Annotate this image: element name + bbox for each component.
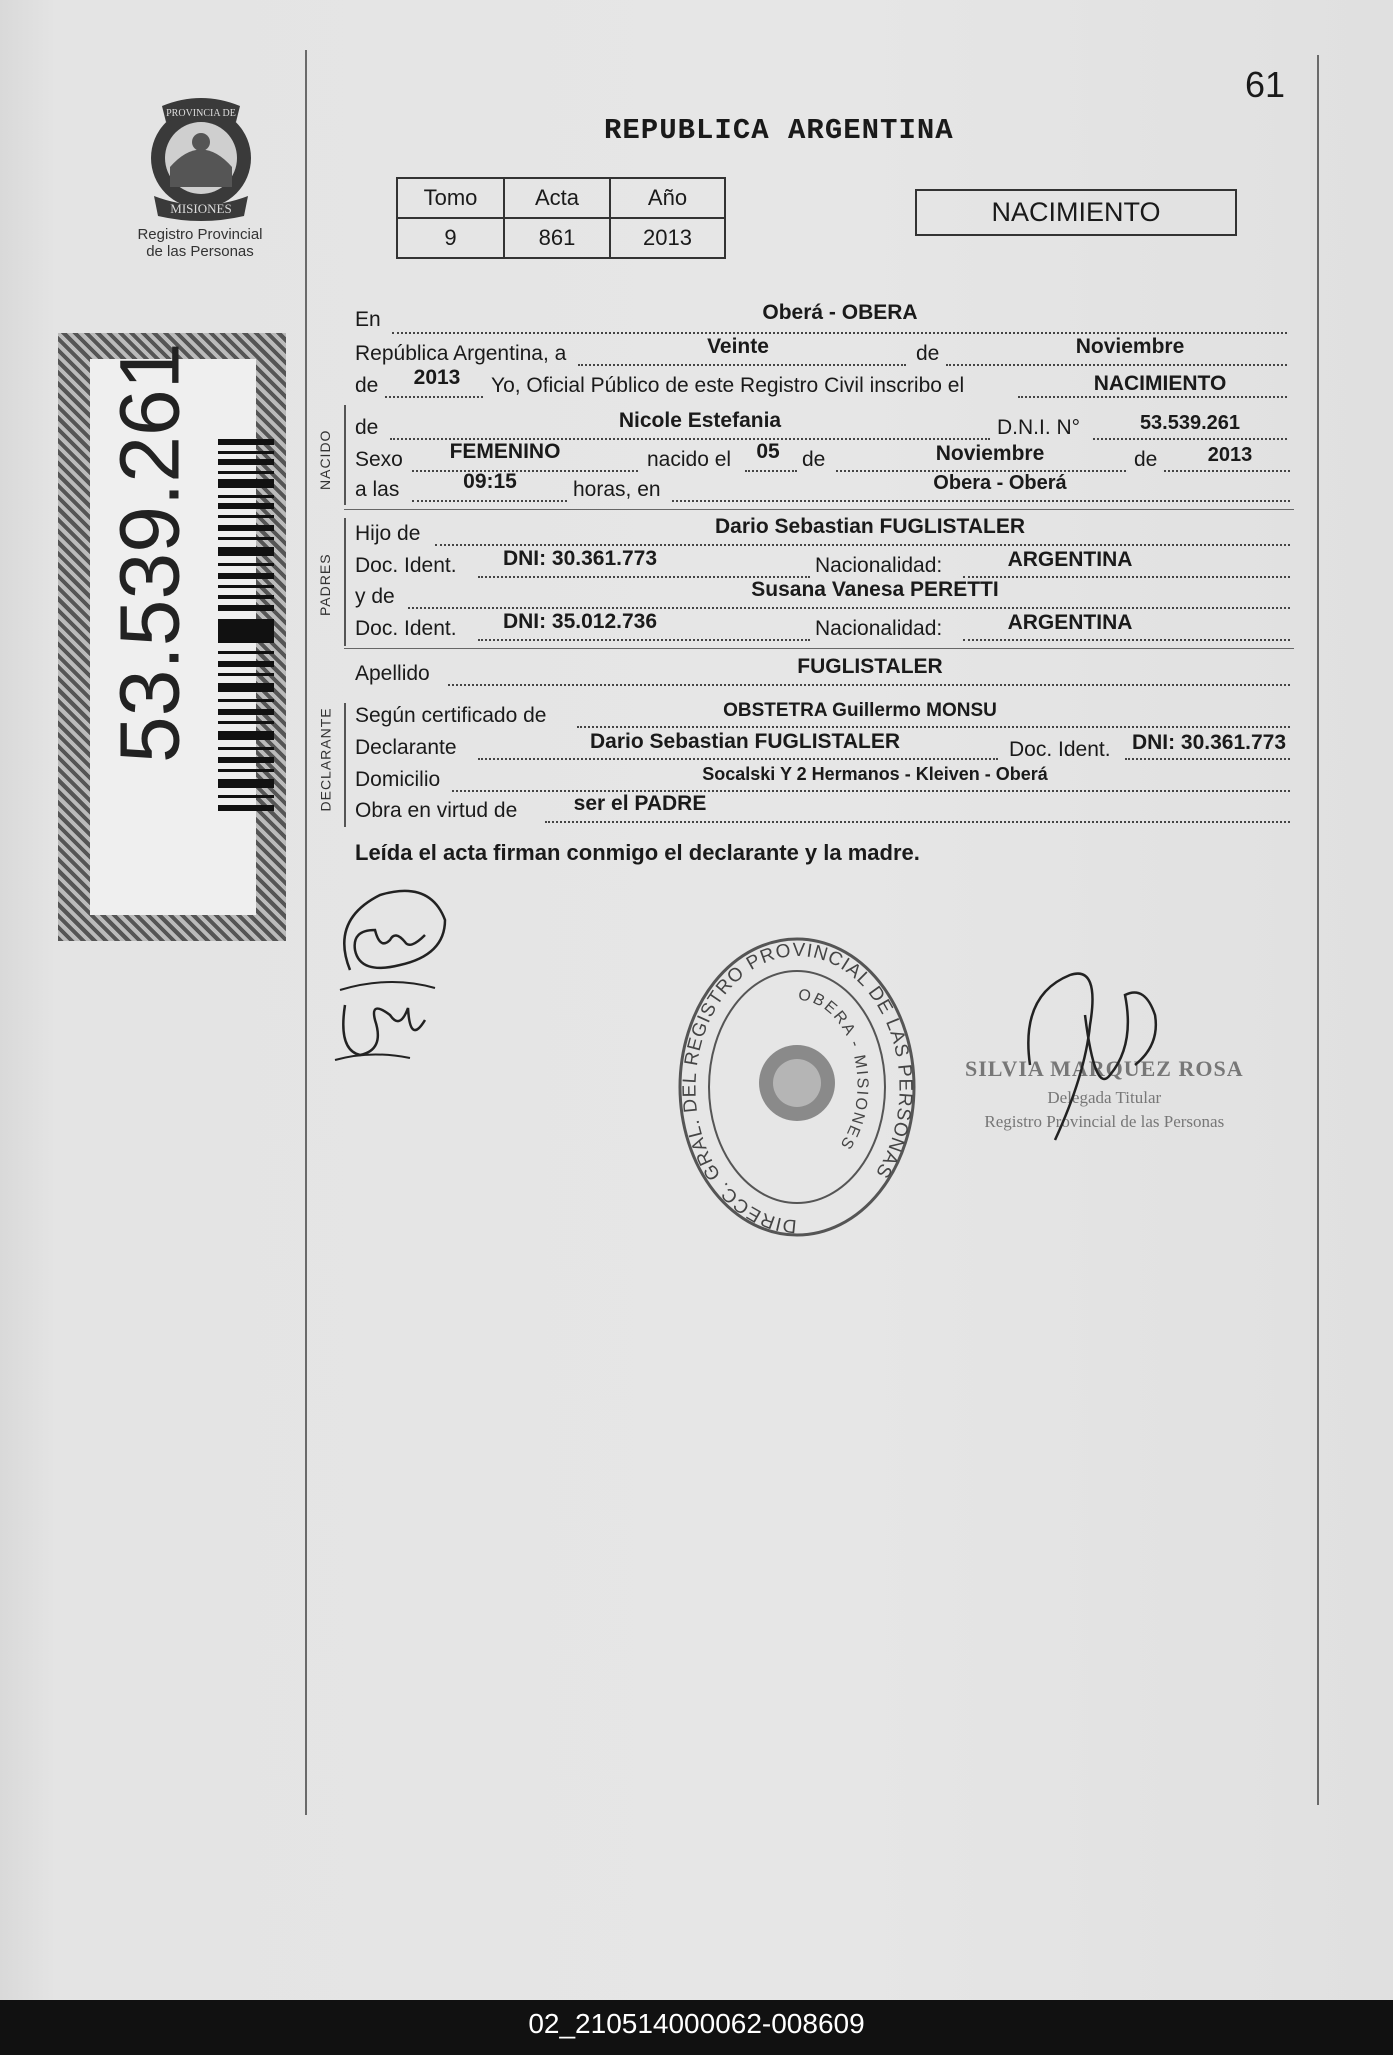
document-id: 02_210514000062-008609 <box>528 2008 865 2039</box>
inscribo-label: Yo, Oficial Público de este Registro Civil inscribo el <box>491 374 965 397</box>
padres-section-label: PADRES <box>317 553 333 616</box>
logo-caption-line-2: de las Personas <box>146 243 254 260</box>
seal-inner-text: OBERA - MISIONES <box>796 986 871 1154</box>
doc-label-2: Doc. Ident. <box>355 617 457 640</box>
father-name-value: Dario Sebastian FUGLISTALER <box>715 515 1025 538</box>
right-margin-line <box>1317 55 1319 1805</box>
surname-value: FUGLISTALER <box>797 655 943 678</box>
domicilio-label: Domicilio <box>355 768 441 791</box>
province-crest-icon <box>140 92 262 222</box>
capacity-value: ser el PADRE <box>573 792 707 815</box>
apellido-label: Apellido <box>355 662 430 685</box>
nacido-el-label: nacido el <box>647 448 732 471</box>
father-doc-value: DNI: 30.361.773 <box>502 547 658 570</box>
seal-outer-text: DIRECC. GRAL. DEL REGISTRO PROVINCIAL DE LAS PERSONAS <box>679 939 916 1237</box>
en-label: En <box>355 308 381 331</box>
birth-month-value: Noviembre <box>935 442 1045 465</box>
official-role: Delegada Titular <box>1047 1088 1162 1107</box>
anio-value: 2013 <box>610 218 725 258</box>
decl-doc-label: Doc. Ident. <box>1009 738 1111 761</box>
nac-label-2: Nacionalidad: <box>815 617 943 640</box>
declarant-name-value: Dario Sebastian FUGLISTALER <box>590 730 900 753</box>
republica-label: República Argentina, a <box>355 342 567 365</box>
official-signature-icon <box>1015 955 1165 1145</box>
birth-day-value: 05 <box>756 440 780 463</box>
nac-de-label: de <box>802 448 826 471</box>
certificate-value: OBSTETRA Guillermo MONSU <box>723 700 997 721</box>
closing-statement: Leída el acta firman conmigo el declarante y la madre. <box>355 840 920 865</box>
birth-time-value: 09:15 <box>463 470 517 493</box>
nacido-section-label: NACIDO <box>317 429 333 490</box>
page-number: 61 <box>1245 64 1286 105</box>
official-seal-icon <box>675 935 920 1240</box>
child-dni-value: 53.539.261 <box>1139 412 1241 434</box>
declarant-signature-icon <box>330 880 470 1065</box>
day-value: Veinte <box>707 335 769 358</box>
nac-label-1: Nacionalidad: <box>815 554 943 577</box>
stamp-number: 53.539.261 <box>102 342 197 763</box>
yde-label: y de <box>355 585 395 608</box>
declarante-label: Declarante <box>355 736 457 759</box>
doc-label-1: Doc. Ident. <box>355 554 457 577</box>
row-republica <box>355 342 566 366</box>
left-margin-line <box>305 50 307 1815</box>
de2-label: de <box>355 374 379 397</box>
hijo-label: Hijo de <box>355 522 421 545</box>
record-type-box: NACIMIENTO <box>915 189 1237 236</box>
official-name: SILVIA MARQUEZ ROSA <box>965 1056 1244 1081</box>
mother-doc-value: DNI: 35.012.736 <box>502 610 658 633</box>
crest-bottom-text: MISIONES <box>170 201 232 216</box>
document-title: REPUBLICA ARGENTINA <box>604 114 954 147</box>
obra-label: Obra en virtud de <box>355 799 518 822</box>
de-label: de <box>916 342 940 365</box>
id-number-stamp <box>58 333 286 941</box>
certificado-label: Según certificado de <box>355 704 547 727</box>
horas-en-label: horas, en <box>573 478 661 501</box>
nombre-label: de <box>355 416 379 439</box>
anio-header: Año <box>610 178 725 218</box>
month-value: Noviembre <box>1075 335 1185 358</box>
crest-top-text: PROVINCIA DE <box>166 108 236 119</box>
tomo-value: 9 <box>397 218 504 258</box>
mother-name-value: Susana Vanesa PERETTI <box>751 578 999 601</box>
logo-caption-line-1: Registro Provincial <box>137 226 263 243</box>
declarant-doc-value: DNI: 30.361.773 <box>1131 731 1287 754</box>
tomo-header: Tomo <box>397 178 504 218</box>
birth-place-value: Obera - Oberá <box>933 472 1067 494</box>
sex-value: FEMENINO <box>449 440 561 463</box>
barcode <box>218 439 274 819</box>
year-value: 2013 <box>413 366 461 389</box>
father-nationality-value: ARGENTINA <box>1007 548 1133 571</box>
dni-label: D.N.I. N° <box>997 416 1081 439</box>
record-kind-value: NACIMIENTO <box>1093 372 1227 395</box>
birth-year-value: 2013 <box>1207 444 1253 466</box>
child-name-value: Nicole Estefania <box>618 409 782 432</box>
official-office: Registro Provincial de las Personas <box>984 1112 1225 1131</box>
mother-nationality-value: ARGENTINA <box>1007 611 1133 634</box>
record-reference-table <box>396 177 726 259</box>
a-las-label: a las <box>355 478 400 501</box>
nac-de2-label: de <box>1134 448 1158 471</box>
row-en <box>355 308 381 332</box>
acta-value: 861 <box>504 218 610 258</box>
address-value: Socalski Y 2 Hermanos - Kleiven - Oberá <box>702 764 1048 784</box>
acta-header: Acta <box>504 178 610 218</box>
declarante-section-label: DECLARANTE <box>317 707 334 812</box>
logo-caption <box>120 226 280 260</box>
place-value: Oberá - OBERA <box>762 301 918 324</box>
sexo-label: Sexo <box>355 448 403 471</box>
